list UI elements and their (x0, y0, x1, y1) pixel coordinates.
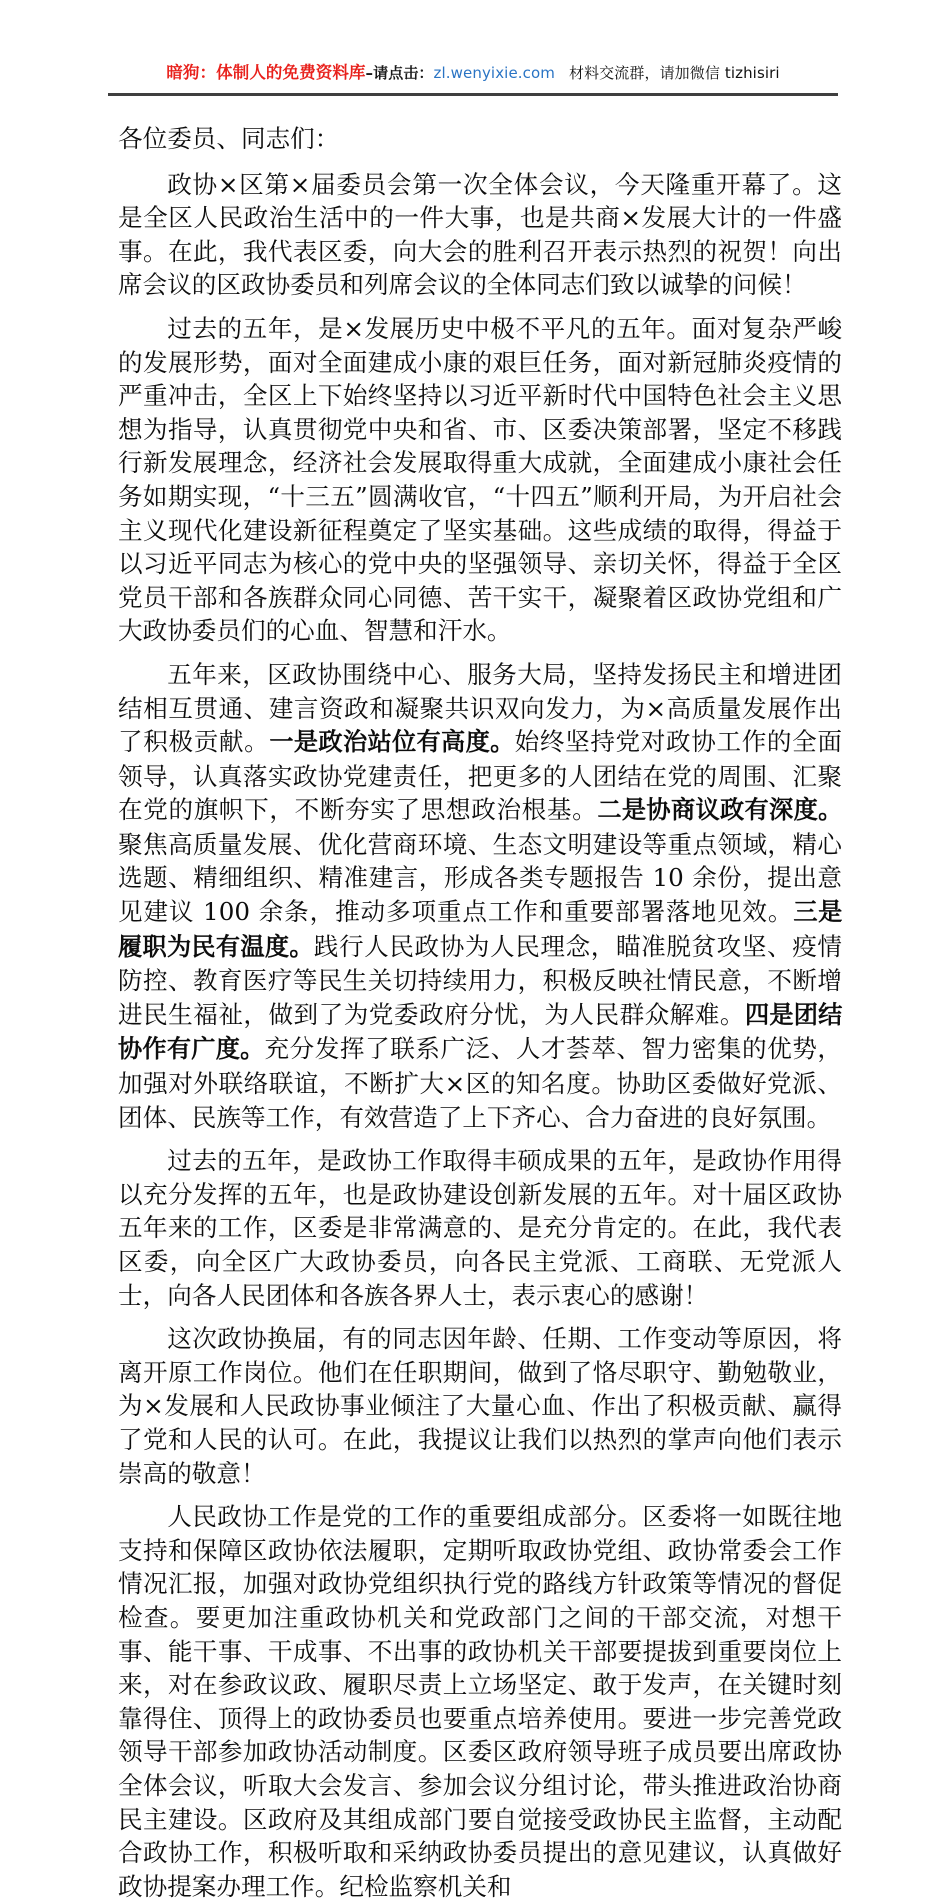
promo-banner (108, 62, 838, 84)
promo-url-link[interactable]: zl.wenyixie.com (433, 64, 555, 82)
header-divider-rule (108, 93, 838, 96)
paragraph-leadership-change: 这次政协换届，有的同志因年龄、任期、工作变动等原因，将离开原工作岗位。他们在任职期间，做到了恪尽职守、勤勉敬业，为×发展和人民政协事业倾注了大量心血、作出了积极贡献、赢得了党和人民的认可。在此，我提议让我们以热烈的掌声向他们表示崇高的敬意！ (118, 1324, 842, 1488)
paragraph-past-five-years: 过去的五年，是×发展历史中极不平凡的五年。面对复杂严峻的发展形势，面对全面建成小康的艰巨任务，面对新冠肺炎疫情的严重冲击，全区上下始终坚持以习近平新时代中国特色社会主义思想为指导，认真贯彻党中央和省、市、区委决策部署，坚定不移践行新发展理念，经济社会发展取得重大成就，全面建成小康社会任务如期实现，“十三五”圆满收官，“十四五”顺利开局，为开启社会主义现代化建设新征程奠定了坚实基础。这些成绩的取得，得益于以习近平同志为核心的党中央的坚强领导、亲切关怀，得益于全区党员干部和各族群众同心同德、苦干实干，凝聚着区政协党组和广大政协委员们的心血、智慧和汗水。 (118, 313, 842, 646)
paragraph-achievements (118, 658, 842, 1134)
paragraph-text-run: 践行人民政协为人民理念，瞄准脱贫攻坚、疫情防控、教育医疗等民生关切持续用力，积极反映社情民意，不断增进民生福祉，做到了为党委政府分忧，为人民群众解难。 (118, 931, 842, 1029)
document-body (118, 122, 842, 1903)
paragraph-text-run: 聚焦高质量发展、优化营商环境、生态文明建设等重点领域，精心选题、精细组织、精准建言，形成各类专题报告 10 余份，提出意见建议 100 余条，推动多项重点工作和重要部署落地见效。 (118, 829, 842, 927)
promo-wechat-text: 材料交流群，请加微信 tizhisiri (568, 64, 780, 82)
paragraph-opening: 政协×区第×届委员会第一次全体会议，今天隆重开幕了。这是全区人民政治生活中的一件大事，也是共商×发展大计的一件盛事。在此，我代表区委，向大会的胜利召开表示热烈的祝贺！向出席会议的区政协委员和列席会议的全体同志们致以诚挚的问候！ (118, 169, 842, 300)
salutation-line: 各位委员、同志们： (118, 124, 340, 153)
paragraph-fruitful-results: 过去的五年，是政协工作取得丰硕成果的五年，是政协作用得以充分发挥的五年，也是政协建设创新发展的五年。对十届区政协五年来的工作，区委是非常满意的、是充分肯定的。在此，我代表区委，向全区广大政协委员，向各民主党派、工商联、无党派人士，向各人民团体和各族各界人士，表示衷心的感谢！ (118, 1146, 842, 1310)
bold-point-heading: 四是团结协作有广度。 (118, 1000, 842, 1064)
bold-point-heading: 一是政治站位有高度。 (269, 728, 515, 757)
promo-brand-text: 暗狗：体制人的免费资料库 (166, 63, 366, 82)
paragraph-text-run: 始终坚持党对政协工作的全面领导，认真落实政协党建责任，把更多的人团结在党的周围、汇聚在党的旗帜下，不断夯实了思想政治根基。 (118, 727, 842, 825)
bold-point-heading: 二是协商议政有深度。 (597, 796, 842, 825)
bold-point-heading: 三是履职为民有温度。 (118, 898, 842, 961)
promo-click-prompt: –请点击： (365, 64, 434, 82)
paragraph-text-run: 五年来，区政协围绕中心、服务大局，坚持发扬民主和增进团结相互贯通、建言资政和凝聚共识双向发力，为×高质量发展作出了积极贡献。 (118, 659, 842, 757)
paragraph-text-run: 充分发挥了联系广泛、人才荟萃、智力密集的优势，加强对外联络联谊，不断扩大×区的知名度。协助区委做好党派、团体、民族等工作，有效营造了上下齐心、合力奋进的良好氛围。 (118, 1034, 842, 1132)
paragraph-party-work: 人民政协工作是党的工作的重要组成部分。区委将一如既往地支持和保障区政协依法履职，定期听取政协党组、政协常委会工作情况汇报，加强对政协党组织执行党的路线方针政策等情况的督促检查。要更加注重政协机关和党政部门之间的干部交流，对想干事、能干事、干成事、不出事的政协机关干部要提拔到重要岗位上来，对在参政议政、履职尽责上立场坚定、敢于发声，在关键时刻靠得住、顶得上的政协委员也要重点培养使用。要进一步完善党政领导干部参加政协活动制度。区委区政府领导班子成员要出席政协全体会议，听取大会发言、参加会议分组讨论，带头推进政治协商民主建设。区政府及其组成部门要自觉接受政协民主监督，主动配合政协工作，积极听取和采纳政协委员提出的意见建议，认真做好政协提案办理工作。纪检监察机关和 (118, 1502, 842, 1901)
